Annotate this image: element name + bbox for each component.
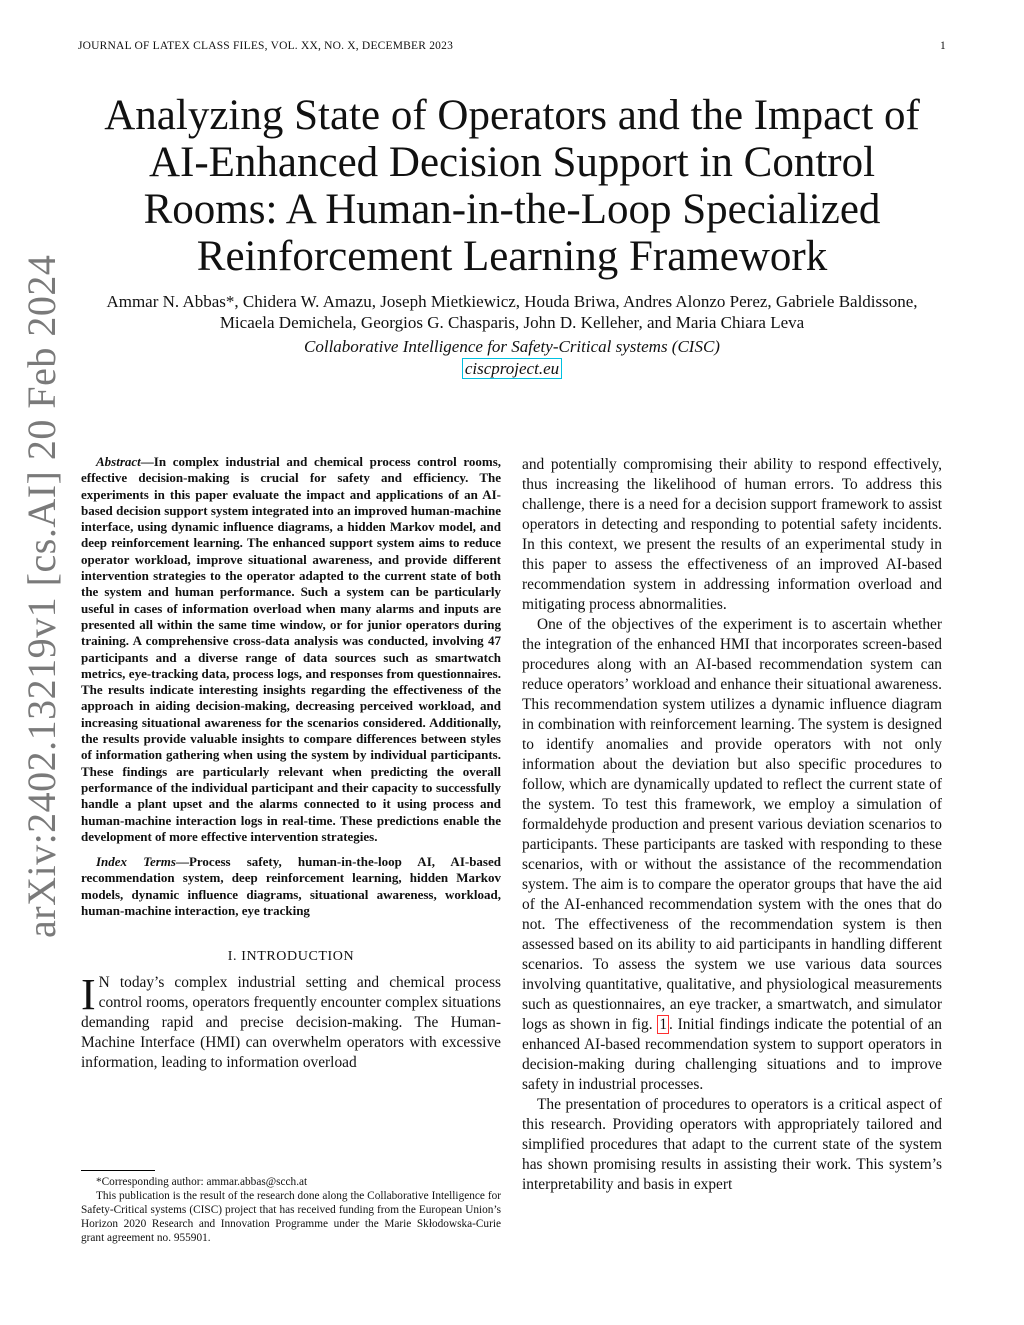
footnotes xyxy=(81,1170,501,1245)
journal-name: JOURNAL OF LATEX CLASS FILES, VOL. XX, NO. X, DECEMBER 2023 xyxy=(78,40,454,52)
page-number: 1 xyxy=(940,40,946,52)
figure-reference-link[interactable]: 1 xyxy=(659,1016,668,1033)
right-column xyxy=(522,455,942,1195)
running-header xyxy=(78,40,946,52)
index-terms-label: Index Terms xyxy=(96,854,176,870)
paragraph-2 xyxy=(522,615,942,1095)
project-link-text[interactable]: ciscproject.eu xyxy=(462,358,562,379)
paragraph-1: and potentially compromising their ability to respond effectively, thus increasing the likelihood of human errors. To address this challenge, there is a need for a decision support framework to assist operators in detecting and responding to potential safety incidents. In this context, we present the results of an experimental study in this paper to assess the effectiveness of an improved AI-based recommendation system in addressing information overload and mitigating process abnormalities. xyxy=(522,456,942,613)
paragraph-2-end: . Initial findings indicate the potential of an enhanced AI-based recommendation system to support operators in decision-making during challenging situations and to improve safety in industrial processes. xyxy=(522,1016,942,1093)
abstract xyxy=(81,454,501,845)
abstract-label: Abstract xyxy=(96,454,141,469)
left-column xyxy=(81,454,501,1073)
index-terms xyxy=(81,854,501,919)
section-title: INTRODUCTION xyxy=(241,949,355,965)
project-link[interactable] xyxy=(0,359,1024,379)
footnote-rule xyxy=(81,1170,155,1171)
arxiv-stamp: arXiv:2402.13219v1 [cs.AI] 20 Feb 2024 xyxy=(19,254,64,938)
index-terms-text: —Process safety, human-in-the-loop AI, AI-based recommendation system, deep reinforcement learning, hidden Markov models, dynamic influence diagrams, situational awareness, workload, human-machine interaction, eye tracking xyxy=(81,854,501,919)
paper-title: Analyzing State of Operators and the Impact of AI-Enhanced Decision Support in Control Rooms: A Human-in-the-Loop Specialized Reinforcement Learning Framework xyxy=(104,92,920,280)
affiliation: Collaborative Intelligence for Safety-Critical systems (CISC) xyxy=(304,337,720,356)
author-list: Ammar N. Abbas*, Chidera W. Amazu, Joseph Mietkiewicz, Houda Briwa, Andres Alonzo Perez, Gabriele Baldissone, Micaela Demichela, Georgios G. Chasparis, John D. Kelleher, and Maria Chiara Leva xyxy=(106,292,918,332)
drop-cap: I xyxy=(81,970,96,1020)
abstract-text: —In complex industrial and chemical process control rooms, effective decision-making is crucial for safety and efficiency. The experiments in this paper evaluate the impact and applications of an AI-based decision support system integrated into an improved human-machine interface, using dynamic influence diagrams, a hidden Markov model, and deep reinforcement learning. The enhanced support system aims to reduce operator workload, improve situational awareness, and provide different intervention strategies to the operator adapted to the current state of both the system and human performance. Such a system can be particularly useful in cases of information overload when many alarms and inputs are presented all within the same time window, or for junior operators during training. A comprehensive cross-data analysis was conducted, involving 47 participants and a diverse range of data sources such as smartwatch metrics, eye-tracking data, process logs, and responses from questionnaires. The results indicate interesting insights regarding the effectiveness of the approach in aiding decision-making, decreasing perceived workload, and increasing situational awareness for the scenarios considered. Additionally, the results provide valuable insights to compare differences between styles of information gathering when using the system by individual participants. These findings are particularly relevant when predicting the overall performance of the individual participant and their capacity to successfully handle a plant upset and the alarms connected to it using process and human-machine interaction logs in real-time. These predictions enable the development of more effective intervention strategies. xyxy=(81,454,501,844)
section-heading xyxy=(81,949,501,965)
section-number: I. xyxy=(227,949,238,965)
footnote-corresponding: *Corresponding author: ammar.abbas@scch.at xyxy=(96,1176,308,1188)
paragraph-2-text: One of the objectives of the experiment is to ascertain whether the integration of the enhanced HMI that incorporates screen-based procedures along with an AI-based recommendation system can reduce operators’ workload and enhance their situational awareness. This recommendation system utilizes a dynamic influence diagram in combination with reinforcement learning. The system is designed to identify anomalies and provide operators with not only information about the deviation but also specific procedures to follow, which are dynamically updated to reflect the current state of the system. To test this framework, we employ a simulation of formaldehyde production and present various deviation scenarios to participants. These participants are tasked with responding to these scenarios, with or without the assistance of the recommendation system. The aim is to compare the operator groups that have the aid of the AI-enhanced recommendation system with the ones that do not. The effectiveness of the recommendation system is then assessed based on its ability to aid participants in handling different scenarios. To assess the system we use various data sources involving quantitative, qualitative, and physiological measurements such as questionnaires, an eye tracker, a smartwatch, and simulator logs as shown in fig. xyxy=(522,616,942,1033)
footnote-funding: This publication is the result of the research done along the Collaborative Intelligence for Safety-Critical systems (CISC) project that has received funding from the European Union’s Horizon 2020 Research and Innovation Programme under the Marie Skłodowska-Curie grant agreement no. 955901. xyxy=(81,1190,501,1244)
intro-text: N today’s complex industrial setting and chemical process control rooms, operators frequently encounter complex situations demanding rapid and precise decision-making. The Human-Machine Interface (HMI) can overwhelm operators with excessive information, leading to information overload xyxy=(81,974,501,1072)
intro-paragraph xyxy=(81,970,501,1073)
paragraph-3: The presentation of procedures to operators is a critical aspect of this research. Providing operators with appropriately tailored and simplified procedures that adapt to the current state of the system has shown promising results in assisting their work. This system’s interpretability and basis in expert xyxy=(522,1096,942,1193)
